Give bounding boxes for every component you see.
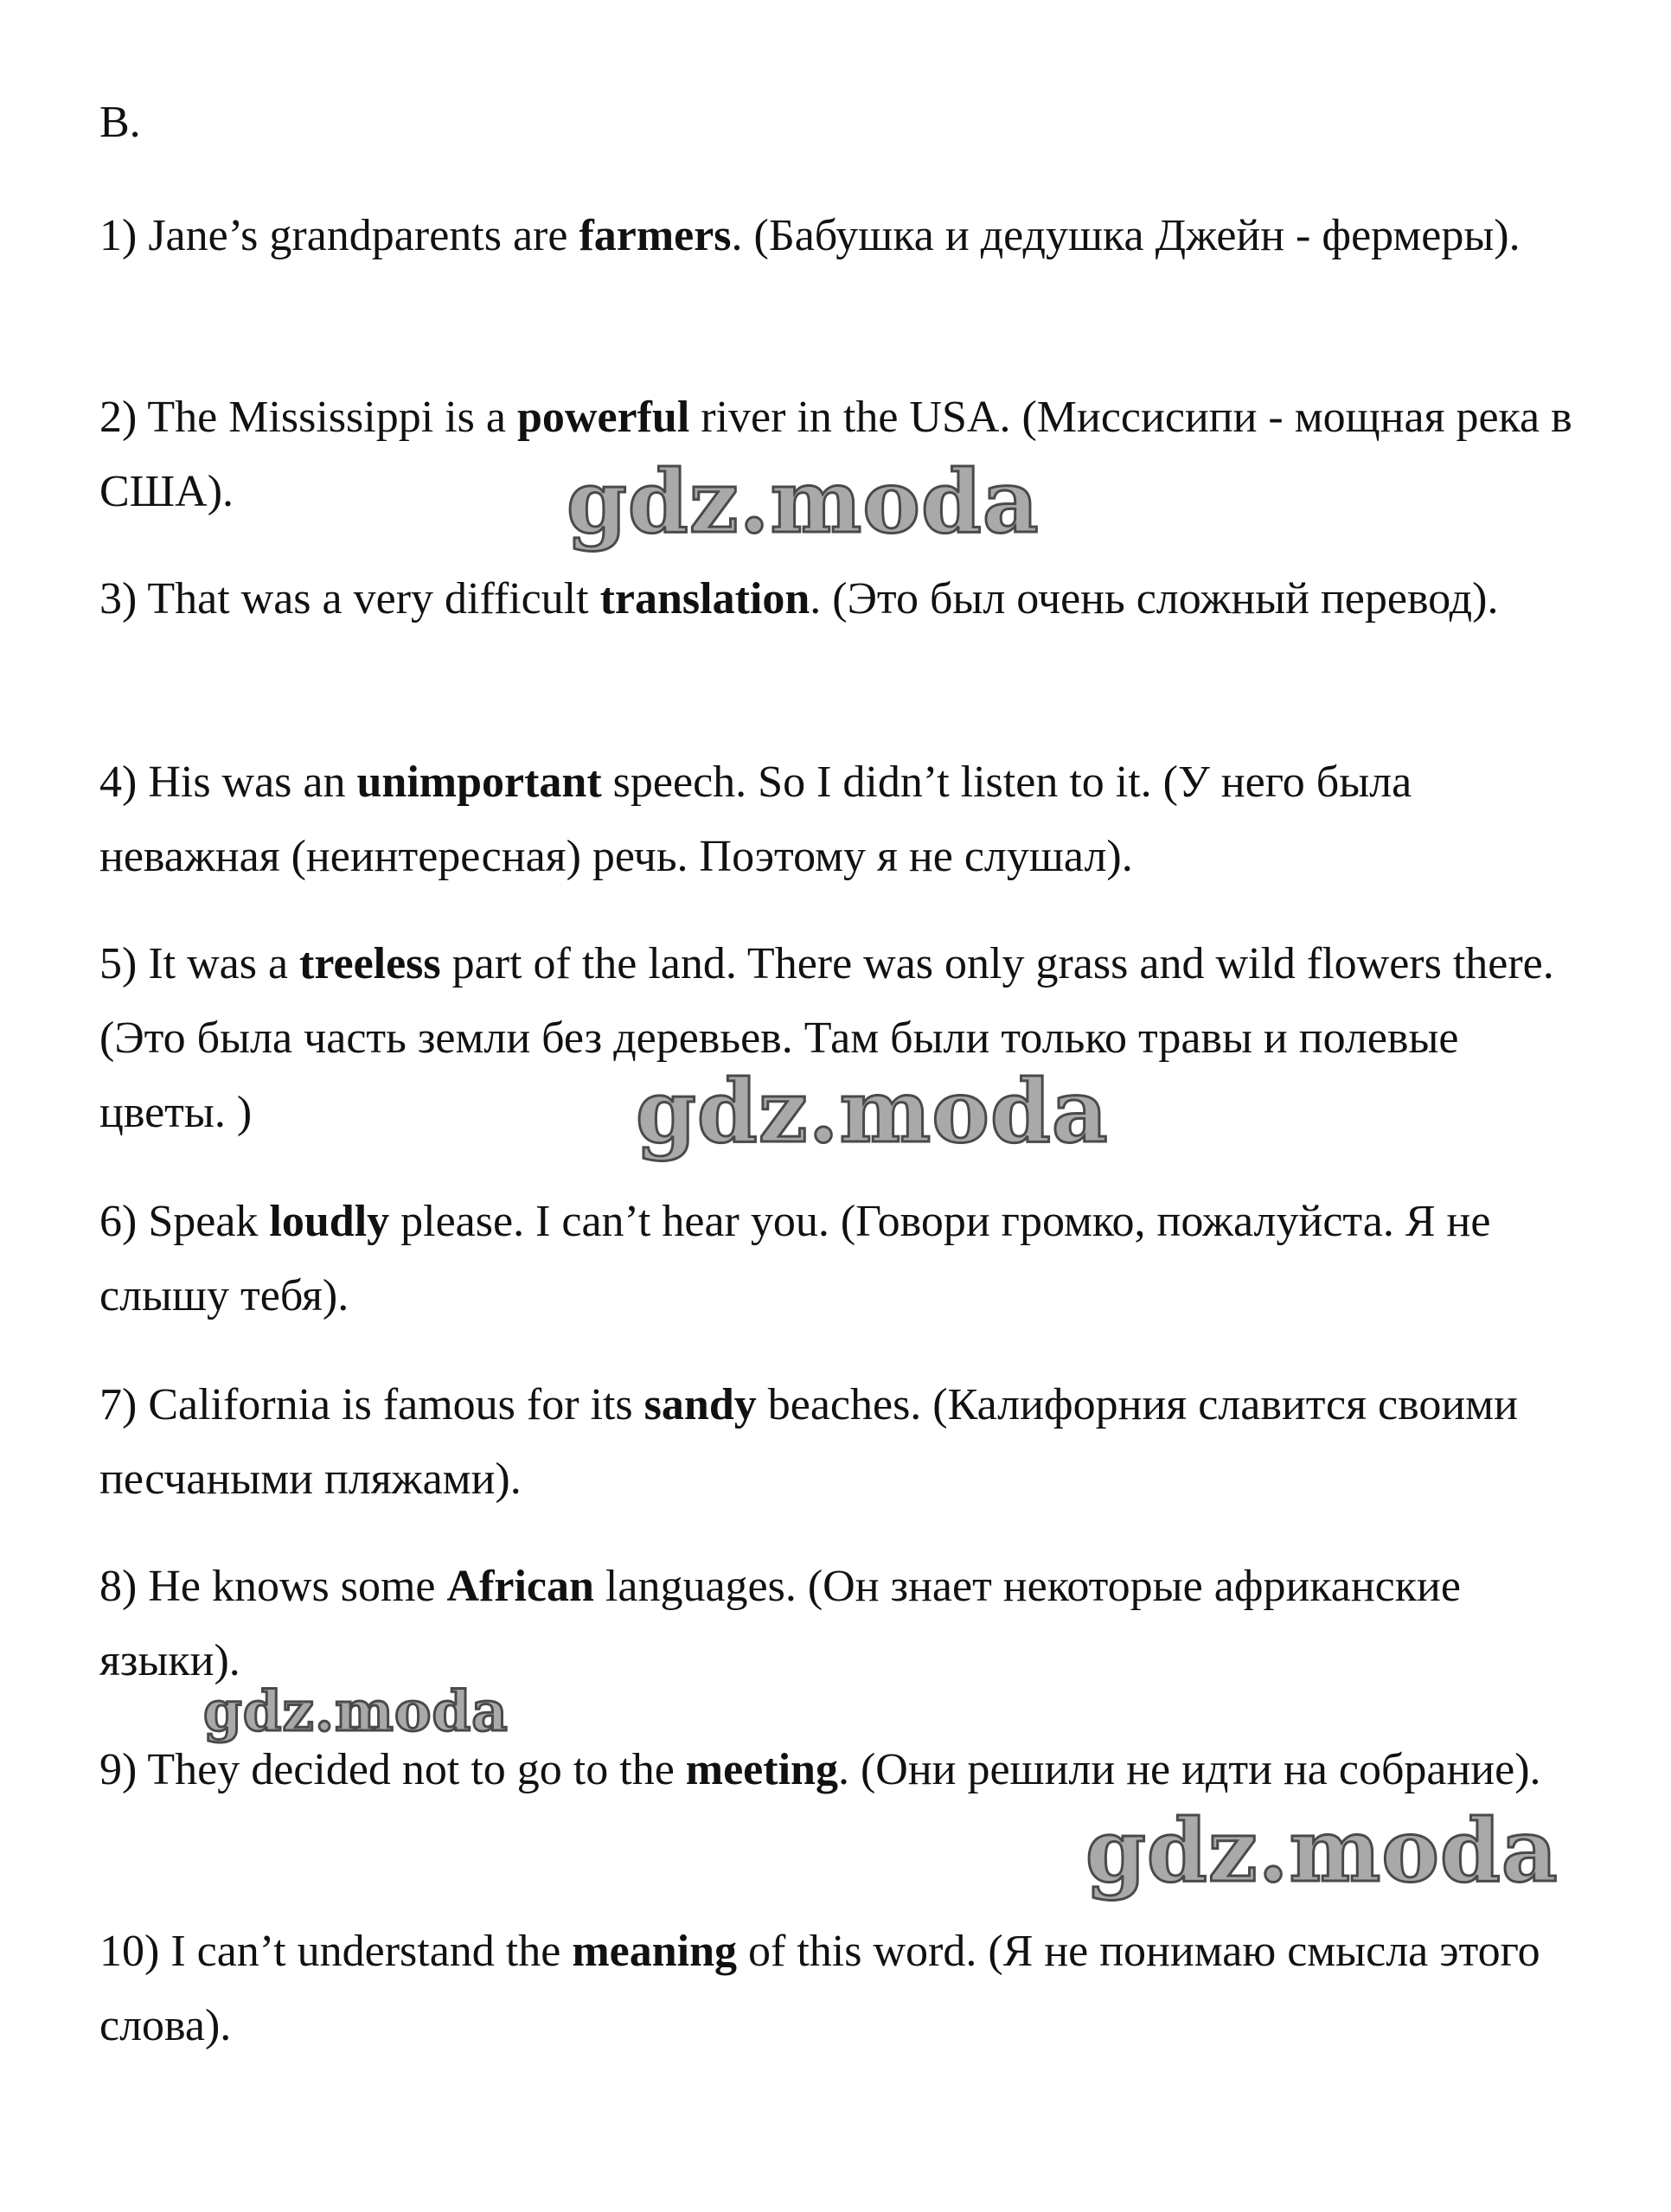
answer-word: treeless bbox=[299, 939, 441, 988]
sentence-text: 5) It was a bbox=[99, 939, 300, 988]
watermark-logo: gdz.moda bbox=[636, 1060, 1109, 1162]
sentence-text: 6) Speak bbox=[99, 1197, 270, 1246]
answer-word: unimportant bbox=[356, 758, 602, 807]
watermark-logo: gdz.moda bbox=[203, 1679, 509, 1744]
watermark-logo: gdz.moda bbox=[567, 451, 1040, 553]
sentence-translation: . (Они решили не идти на собрание). bbox=[837, 1745, 1541, 1794]
section-label: B. bbox=[99, 98, 141, 147]
sentence-text: 7) California is famous for its bbox=[99, 1380, 644, 1429]
sentence-text: 10) I can’t understand the bbox=[99, 1927, 573, 1976]
sentence-translation: river in the USA. (Миссисипи - мощная река в США). bbox=[99, 393, 1572, 516]
sentence-translation: . (Это был очень сложный перевод). bbox=[810, 574, 1499, 623]
sentence-text: 1) Jane’s grandparents are bbox=[99, 211, 579, 260]
sentence-8 bbox=[99, 1550, 1587, 1698]
sentence-4 bbox=[99, 745, 1587, 894]
sentence-10 bbox=[99, 1915, 1587, 2063]
sentence-translation: beaches. (Калифорния славится своими песчаными пляжами). bbox=[99, 1380, 1518, 1504]
answer-word: farmers bbox=[579, 211, 732, 260]
watermark-logo: gdz.moda bbox=[1085, 1800, 1559, 1902]
sentence-translation: . (Бабушка и дедушка Джейн - фермеры). bbox=[731, 211, 1521, 260]
sentence-3 bbox=[99, 562, 1587, 636]
sentence-translation: languages. (Он знает некоторые африканские языки). bbox=[99, 1562, 1461, 1685]
answer-word: powerful bbox=[516, 393, 690, 442]
sentence-text: 9) They decided not to go to the bbox=[99, 1745, 686, 1794]
sentence-translation: part of the land. There was only grass and wild flowers there. (Это была часть земли без деревьев. Там были только травы и полевые цветы. ) bbox=[99, 939, 1554, 1137]
sentence-7 bbox=[99, 1368, 1587, 1517]
sentence-text: 8) He knows some bbox=[99, 1562, 447, 1611]
sentence-translation: speech. So I didn’t listen to it. (У него была неважная (неинтересная) речь. Поэтому я не слушал). bbox=[99, 758, 1412, 881]
answer-word: meeting bbox=[685, 1745, 838, 1794]
answer-word: translation bbox=[599, 574, 810, 623]
answer-word: loudly bbox=[269, 1197, 390, 1246]
sentence-text: 4) His was an bbox=[99, 758, 357, 807]
answer-word: African bbox=[446, 1562, 594, 1611]
sentence-1 bbox=[99, 199, 1587, 273]
sentence-text: 3) That was a very difficult bbox=[99, 574, 600, 623]
answer-word: meaning bbox=[572, 1927, 737, 1976]
answer-word: sandy bbox=[643, 1380, 757, 1429]
sentence-6 bbox=[99, 1185, 1587, 1333]
sentence-text: 2) The Mississippi is a bbox=[99, 393, 517, 442]
sentence-translation: please. I can’t hear you. (Говори громко, пожалуйста. Я не слышу тебя). bbox=[99, 1197, 1491, 1320]
sentence-translation: of this word. (Я не понимаю смысла этого слова). bbox=[99, 1927, 1540, 2050]
